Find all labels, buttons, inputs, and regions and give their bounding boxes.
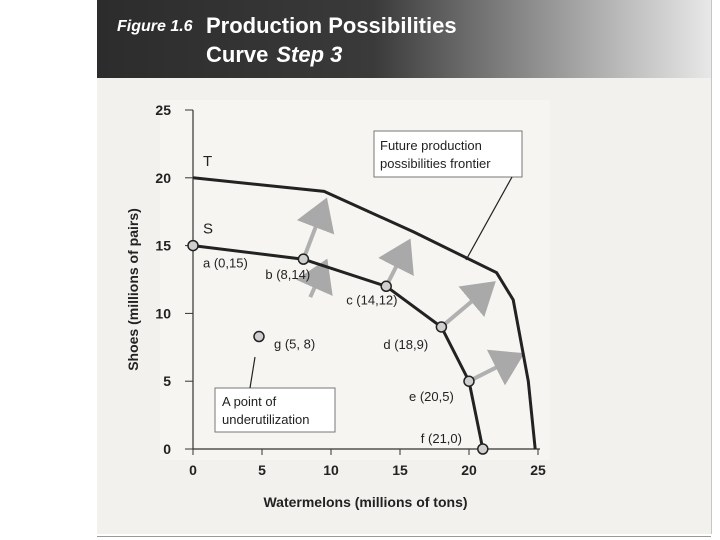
figure-label: Figure 1.6 bbox=[117, 18, 193, 35]
y-tick-label: 25 bbox=[155, 102, 171, 118]
x-tick-label: 0 bbox=[189, 462, 197, 478]
annotation-ppf-line: Future production bbox=[380, 138, 482, 153]
y-tick-label: 20 bbox=[155, 169, 171, 186]
data-point bbox=[188, 241, 198, 251]
y-axis-title: Shoes (millions of pairs) bbox=[125, 208, 141, 371]
data-point bbox=[436, 322, 446, 332]
x-tick-label: 20 bbox=[461, 462, 477, 478]
data-point bbox=[464, 376, 474, 386]
x-tick-label: 15 bbox=[392, 462, 408, 478]
data-point-label-g: g (5, 8) bbox=[274, 336, 316, 352]
y-tick-label: 0 bbox=[163, 441, 171, 457]
x-tick-label: 10 bbox=[323, 462, 339, 478]
x-axis-title: Watermelons (millions of tons) bbox=[263, 494, 468, 510]
annotation-underutilization-line: underutilization bbox=[222, 412, 310, 427]
data-point-label: d (18,9) bbox=[383, 336, 429, 352]
data-point bbox=[478, 444, 488, 454]
y-tick-label: 10 bbox=[155, 305, 171, 322]
series-label-t: T bbox=[203, 152, 213, 170]
series-label-s: S bbox=[203, 220, 214, 238]
x-tick-label: 5 bbox=[258, 462, 266, 478]
x-tick-label: 25 bbox=[530, 462, 546, 478]
data-point bbox=[381, 281, 391, 291]
data-point bbox=[298, 254, 308, 264]
annotation-ppf-line: possibilities frontier bbox=[380, 156, 491, 171]
data-point-label: e (20,5) bbox=[409, 389, 454, 405]
y-tick-label: 15 bbox=[155, 237, 171, 254]
annotation-underutilization-line: A point of bbox=[222, 394, 277, 409]
y-tick-label: 5 bbox=[163, 373, 171, 390]
figure-title-line1: Production Possibilities bbox=[206, 13, 457, 38]
data-point-label: f (21,0) bbox=[420, 431, 462, 446]
data-point-label: c (14,12) bbox=[346, 292, 398, 308]
figure-title-curve: Curve bbox=[206, 42, 269, 67]
figure-step-label: Step 3 bbox=[276, 42, 343, 67]
data-point-label: b (8,14) bbox=[265, 267, 311, 283]
data-point-g bbox=[254, 332, 264, 342]
data-point-label: a (0,15) bbox=[203, 255, 248, 271]
